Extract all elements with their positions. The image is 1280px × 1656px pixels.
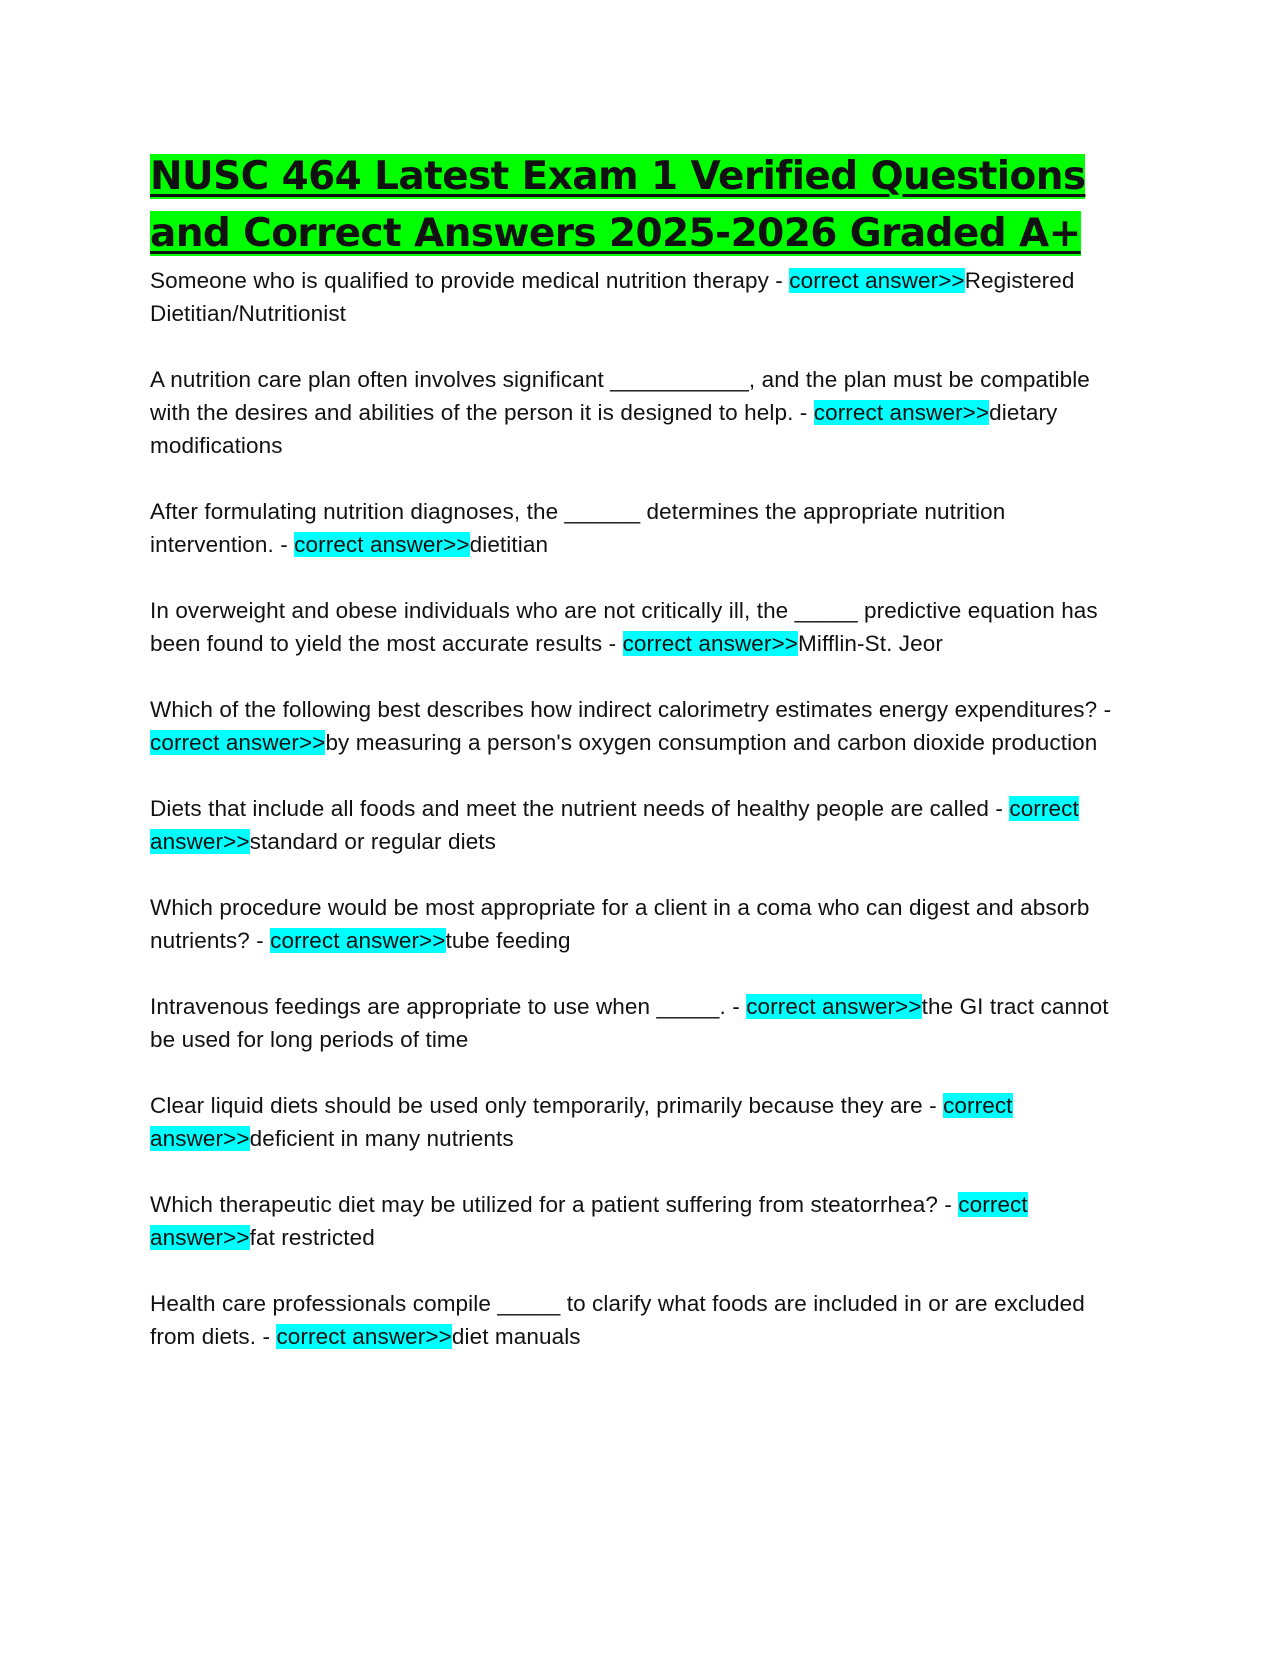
question-text: Someone who is qualified to provide medical nutrition therapy - bbox=[150, 268, 790, 293]
answer-text: Registered Dietitian/Nutritionist bbox=[150, 268, 1075, 326]
qa-item-8 bbox=[150, 990, 1130, 1056]
answer-marker: correct answer>> bbox=[746, 994, 922, 1019]
answer-text: deficient in many nutrients bbox=[249, 1126, 514, 1151]
qa-item-10 bbox=[150, 1188, 1130, 1254]
qa-item-3 bbox=[150, 495, 1130, 561]
question-text: Diets that include all foods and meet the nutrient needs of healthy people are called - bbox=[150, 796, 1010, 821]
answer-text: standard or regular diets bbox=[249, 829, 497, 854]
answer-marker: correct answer>> bbox=[294, 532, 470, 557]
qa-item-9 bbox=[150, 1089, 1130, 1155]
question-text: Which of the following best describes how indirect calorimetry estimates energy expenditures? - bbox=[150, 697, 1112, 722]
question-text: In overweight and obese individuals who are not critically ill, the _____ predictive equation has been found to yield the most accurate results - bbox=[150, 598, 1098, 656]
answer-text: by measuring a person's oxygen consumption and carbon dioxide production bbox=[325, 730, 1098, 755]
answer-text: Mifflin-St. Jeor bbox=[798, 631, 943, 656]
qa-item-2 bbox=[150, 363, 1130, 462]
qa-item-5 bbox=[150, 693, 1130, 759]
answer-marker: correct answer>> bbox=[813, 400, 990, 425]
answer-text: dietitian bbox=[469, 532, 549, 557]
answer-text: dietary modifications bbox=[150, 400, 1058, 458]
answer-marker: correct answer>> bbox=[270, 928, 446, 953]
answer-marker: correct answer>> bbox=[150, 796, 1079, 854]
qa-item-11 bbox=[150, 1287, 1130, 1353]
question-text: A nutrition care plan often involves significant ___________, and the plan must be compatible with the desires and abilities of the person it is designed to help. - bbox=[150, 367, 1090, 425]
answer-marker: correct answer>> bbox=[150, 1192, 1028, 1250]
answer-text: fat restricted bbox=[249, 1225, 375, 1250]
question-text: Intravenous feedings are appropriate to use when _____. - bbox=[150, 994, 747, 1019]
answer-text: tube feeding bbox=[445, 928, 571, 953]
answer-marker: correct answer>> bbox=[789, 268, 965, 293]
question-text: Health care professionals compile _____ to clarify what foods are included in or are excluded from diets. - bbox=[150, 1291, 1085, 1349]
answer-marker: correct answer>> bbox=[622, 631, 798, 656]
answer-marker: correct answer>> bbox=[150, 1093, 1013, 1151]
qa-item-6 bbox=[150, 792, 1130, 858]
question-text: Which therapeutic diet may be utilized for a patient suffering from steatorrhea? - bbox=[150, 1192, 959, 1217]
qa-item-1 bbox=[150, 264, 1130, 330]
qa-item-4 bbox=[150, 594, 1130, 660]
answer-text: diet manuals bbox=[451, 1324, 581, 1349]
title-highlight: NUSC 464 Latest Exam 1 Verified Questions and Correct Answers 2025-2026 Graded A+ bbox=[150, 154, 1086, 256]
question-text: After formulating nutrition diagnoses, the ______ determines the appropriate nutrition intervention. - bbox=[150, 499, 1006, 557]
qa-item-7 bbox=[150, 891, 1130, 957]
question-text: Clear liquid diets should be used only temporarily, primarily because they are - bbox=[150, 1093, 944, 1118]
answer-marker: correct answer>> bbox=[276, 1324, 452, 1349]
answer-text: the GI tract cannot be used for long periods of time bbox=[150, 994, 1109, 1052]
document-page bbox=[150, 148, 1130, 1386]
answer-marker: correct answer>> bbox=[150, 730, 326, 755]
question-text: Which procedure would be most appropriate for a client in a coma who can digest and absorb nutrients? - bbox=[150, 895, 1090, 953]
document-title bbox=[150, 148, 1130, 262]
